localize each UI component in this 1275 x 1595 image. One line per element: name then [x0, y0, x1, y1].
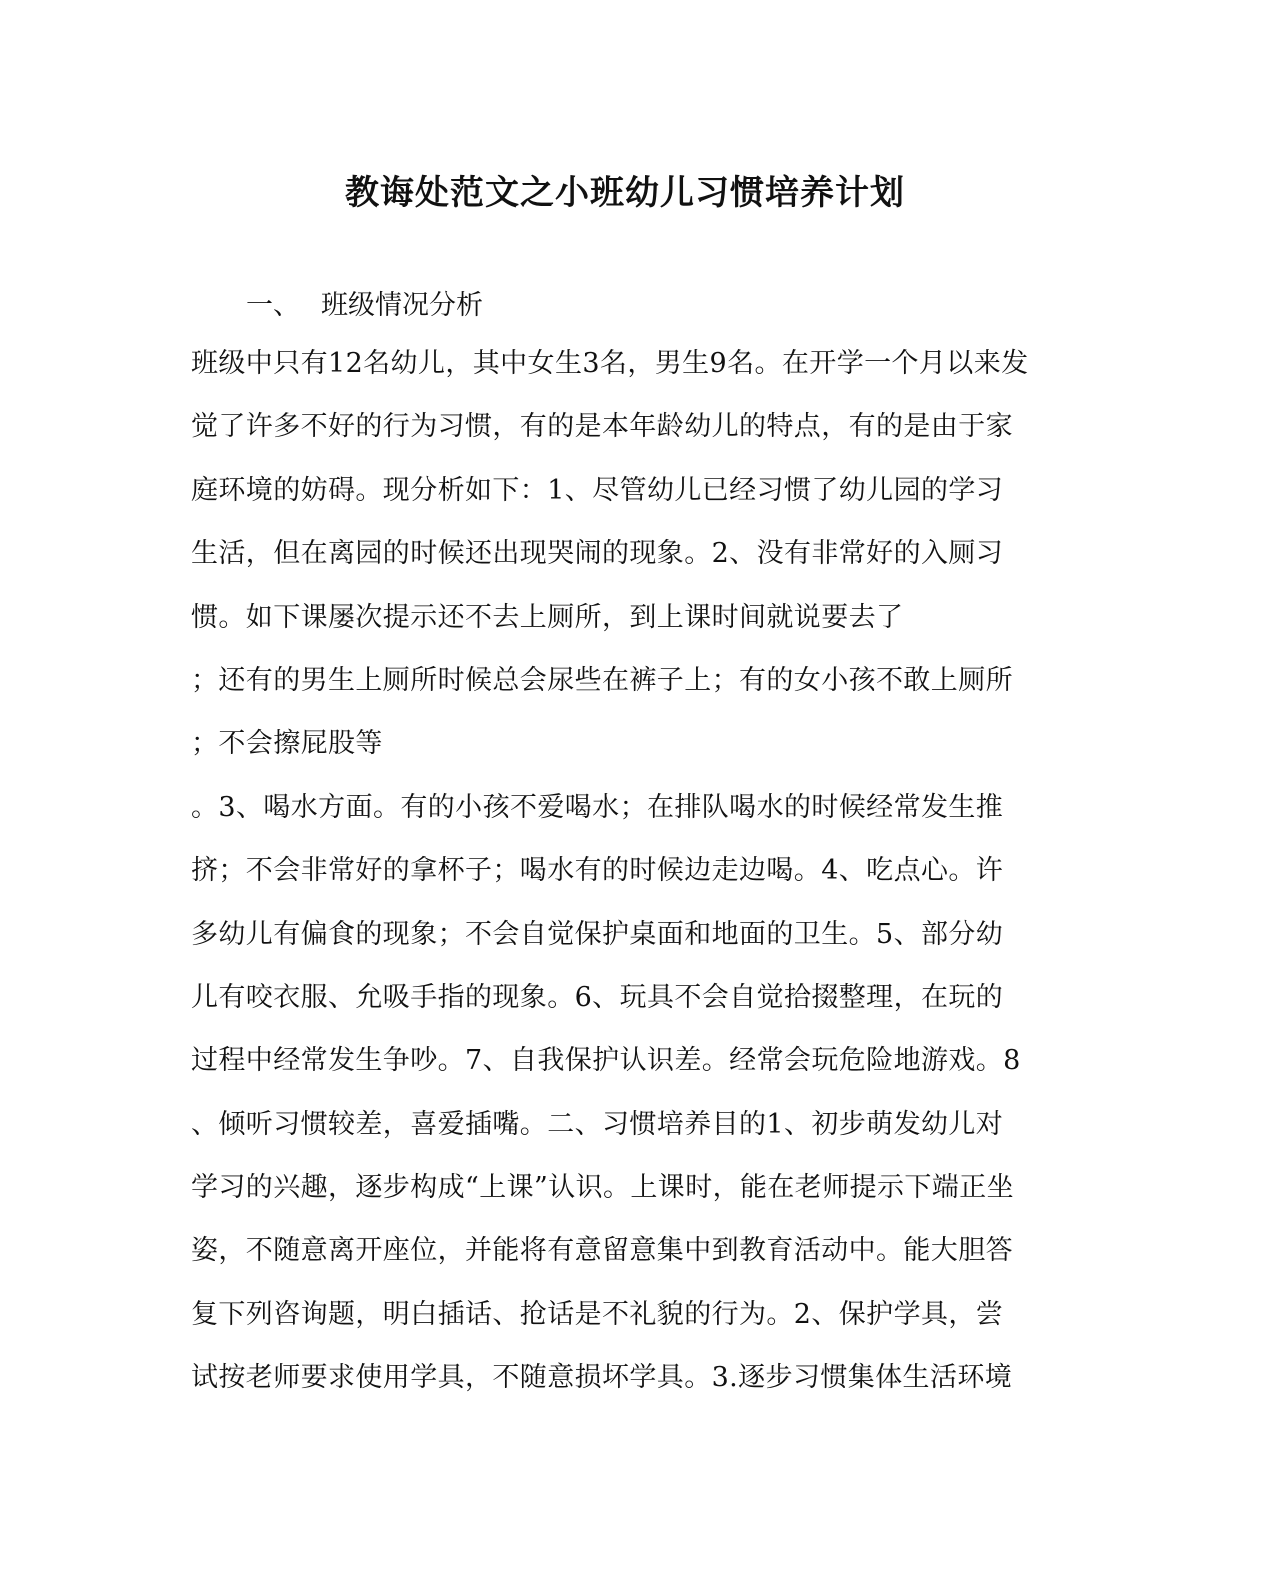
text-line: 觉了许多不好的行为习惯，有的是本年龄幼儿的特点，有的是由于家	[191, 411, 1013, 443]
text-line: 多幼儿有偏食的现象；不会自觉保护桌面和地面的卫生。5、部分幼	[191, 918, 1004, 950]
text-line: 复下列咨询题，明白插话、抢话是不礼貌的行为。2、保护学具，尝	[191, 1298, 1004, 1330]
text-line: 过程中经常发生争吵。7、自我保护认识差。经常会玩危险地游戏。8	[191, 1045, 1021, 1077]
section-heading	[246, 283, 483, 322]
text-line: 试按老师要求使用学具，不随意损坏学具。3.逐步习惯集体生活环境	[191, 1362, 1013, 1394]
text-line: 挤；不会非常好的拿杯子；喝水有的时候边走边喝。4、吃点心。许	[191, 855, 1004, 887]
section-heading-text: 班级情况分析	[321, 290, 483, 321]
text-line: 。3、喝水方面。有的小孩不爱喝水；在排队喝水的时候经常发生推	[191, 791, 1004, 823]
body-text	[191, 344, 1061, 1422]
section-number: 一、	[246, 290, 300, 321]
text-line: 庭环境的妨碍。现分析如下：1、尽管幼儿已经习惯了幼儿园的学习	[191, 474, 1004, 506]
text-line: 生活，但在离园的时候还出现哭闹的现象。2、没有非常好的入厕习	[191, 538, 1004, 570]
text-line: 姿，不随意离开座位，并能将有意留意集中到教育活动中。能大胆答	[191, 1235, 1013, 1267]
text-line: 惯。如下课屡次提示还不去上厕所，到上课时间就说要去了	[191, 601, 904, 633]
text-line: 学习的兴趣，逐步构成“上课”认识。上课时，能在老师提示下端正坐	[191, 1172, 1015, 1204]
text-line: 班级中只有12名幼儿，其中女生3名，男生9名。在开学一个月以来发	[191, 348, 1029, 379]
document-title: 教诲处范文之小班幼儿习惯培养计划	[345, 173, 905, 213]
text-line: ；还有的男生上厕所时候总会尿些在裤子上；有的女小孩不敢上厕所	[191, 664, 1013, 696]
text-line: 儿有咬衣服、允吸手指的现象。6、玩具不会自觉拾掇整理，在玩的	[191, 981, 1004, 1013]
text-line: 、倾听习惯较差，喜爱插嘴。二、习惯培养目的1、初步萌发幼儿对	[191, 1108, 1004, 1140]
text-line: ；不会擦屁股等	[191, 728, 383, 760]
